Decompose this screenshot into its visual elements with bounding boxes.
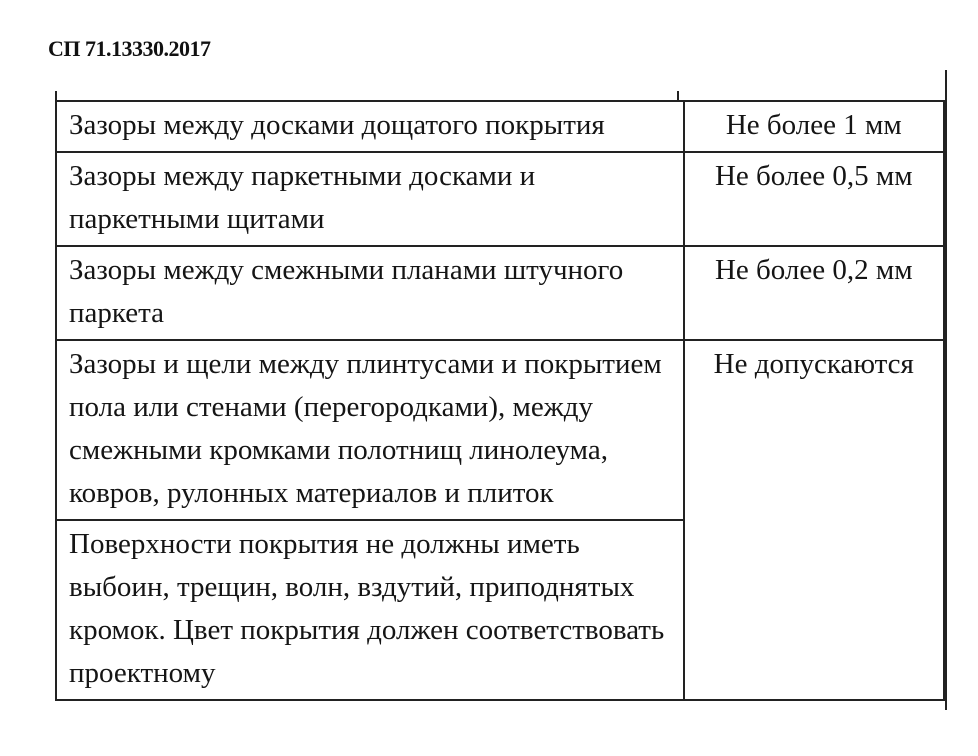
- table-right-edge: [945, 70, 947, 710]
- requirement-cell: Зазоры и щели между плинтусами и покрытием пола или стенами (перегородками), между смежными кромками полотнищ линолеума, ковров, рулонных материалов и плиток: [56, 340, 684, 520]
- value-cell: Не допускаются: [684, 340, 944, 700]
- requirement-cell: Зазоры между смежными планами штучного паркета: [56, 246, 684, 340]
- requirement-cell: Зазоры между паркетными досками и паркетными щитами: [56, 152, 684, 246]
- value-cell: Не более 0,2 мм: [684, 246, 944, 340]
- requirement-cell: Поверхности покрытия не должны иметь выбоин, трещин, волн, вздутий, приподнятых кромок. Цвет покрытия должен соответствовать проектному: [56, 520, 684, 700]
- document-code: СП 71.13330.2017: [48, 36, 211, 61]
- value-cell: Не более 0,5 мм: [684, 152, 944, 246]
- table-row: [56, 152, 944, 246]
- requirement-cell: Зазоры между досками дощатого покрытия: [56, 101, 684, 152]
- value-cell: Не более 1 мм: [684, 101, 944, 152]
- table-row: [56, 101, 944, 152]
- requirements-table: [55, 100, 945, 701]
- table-row: [56, 340, 944, 520]
- table-row: [56, 246, 944, 340]
